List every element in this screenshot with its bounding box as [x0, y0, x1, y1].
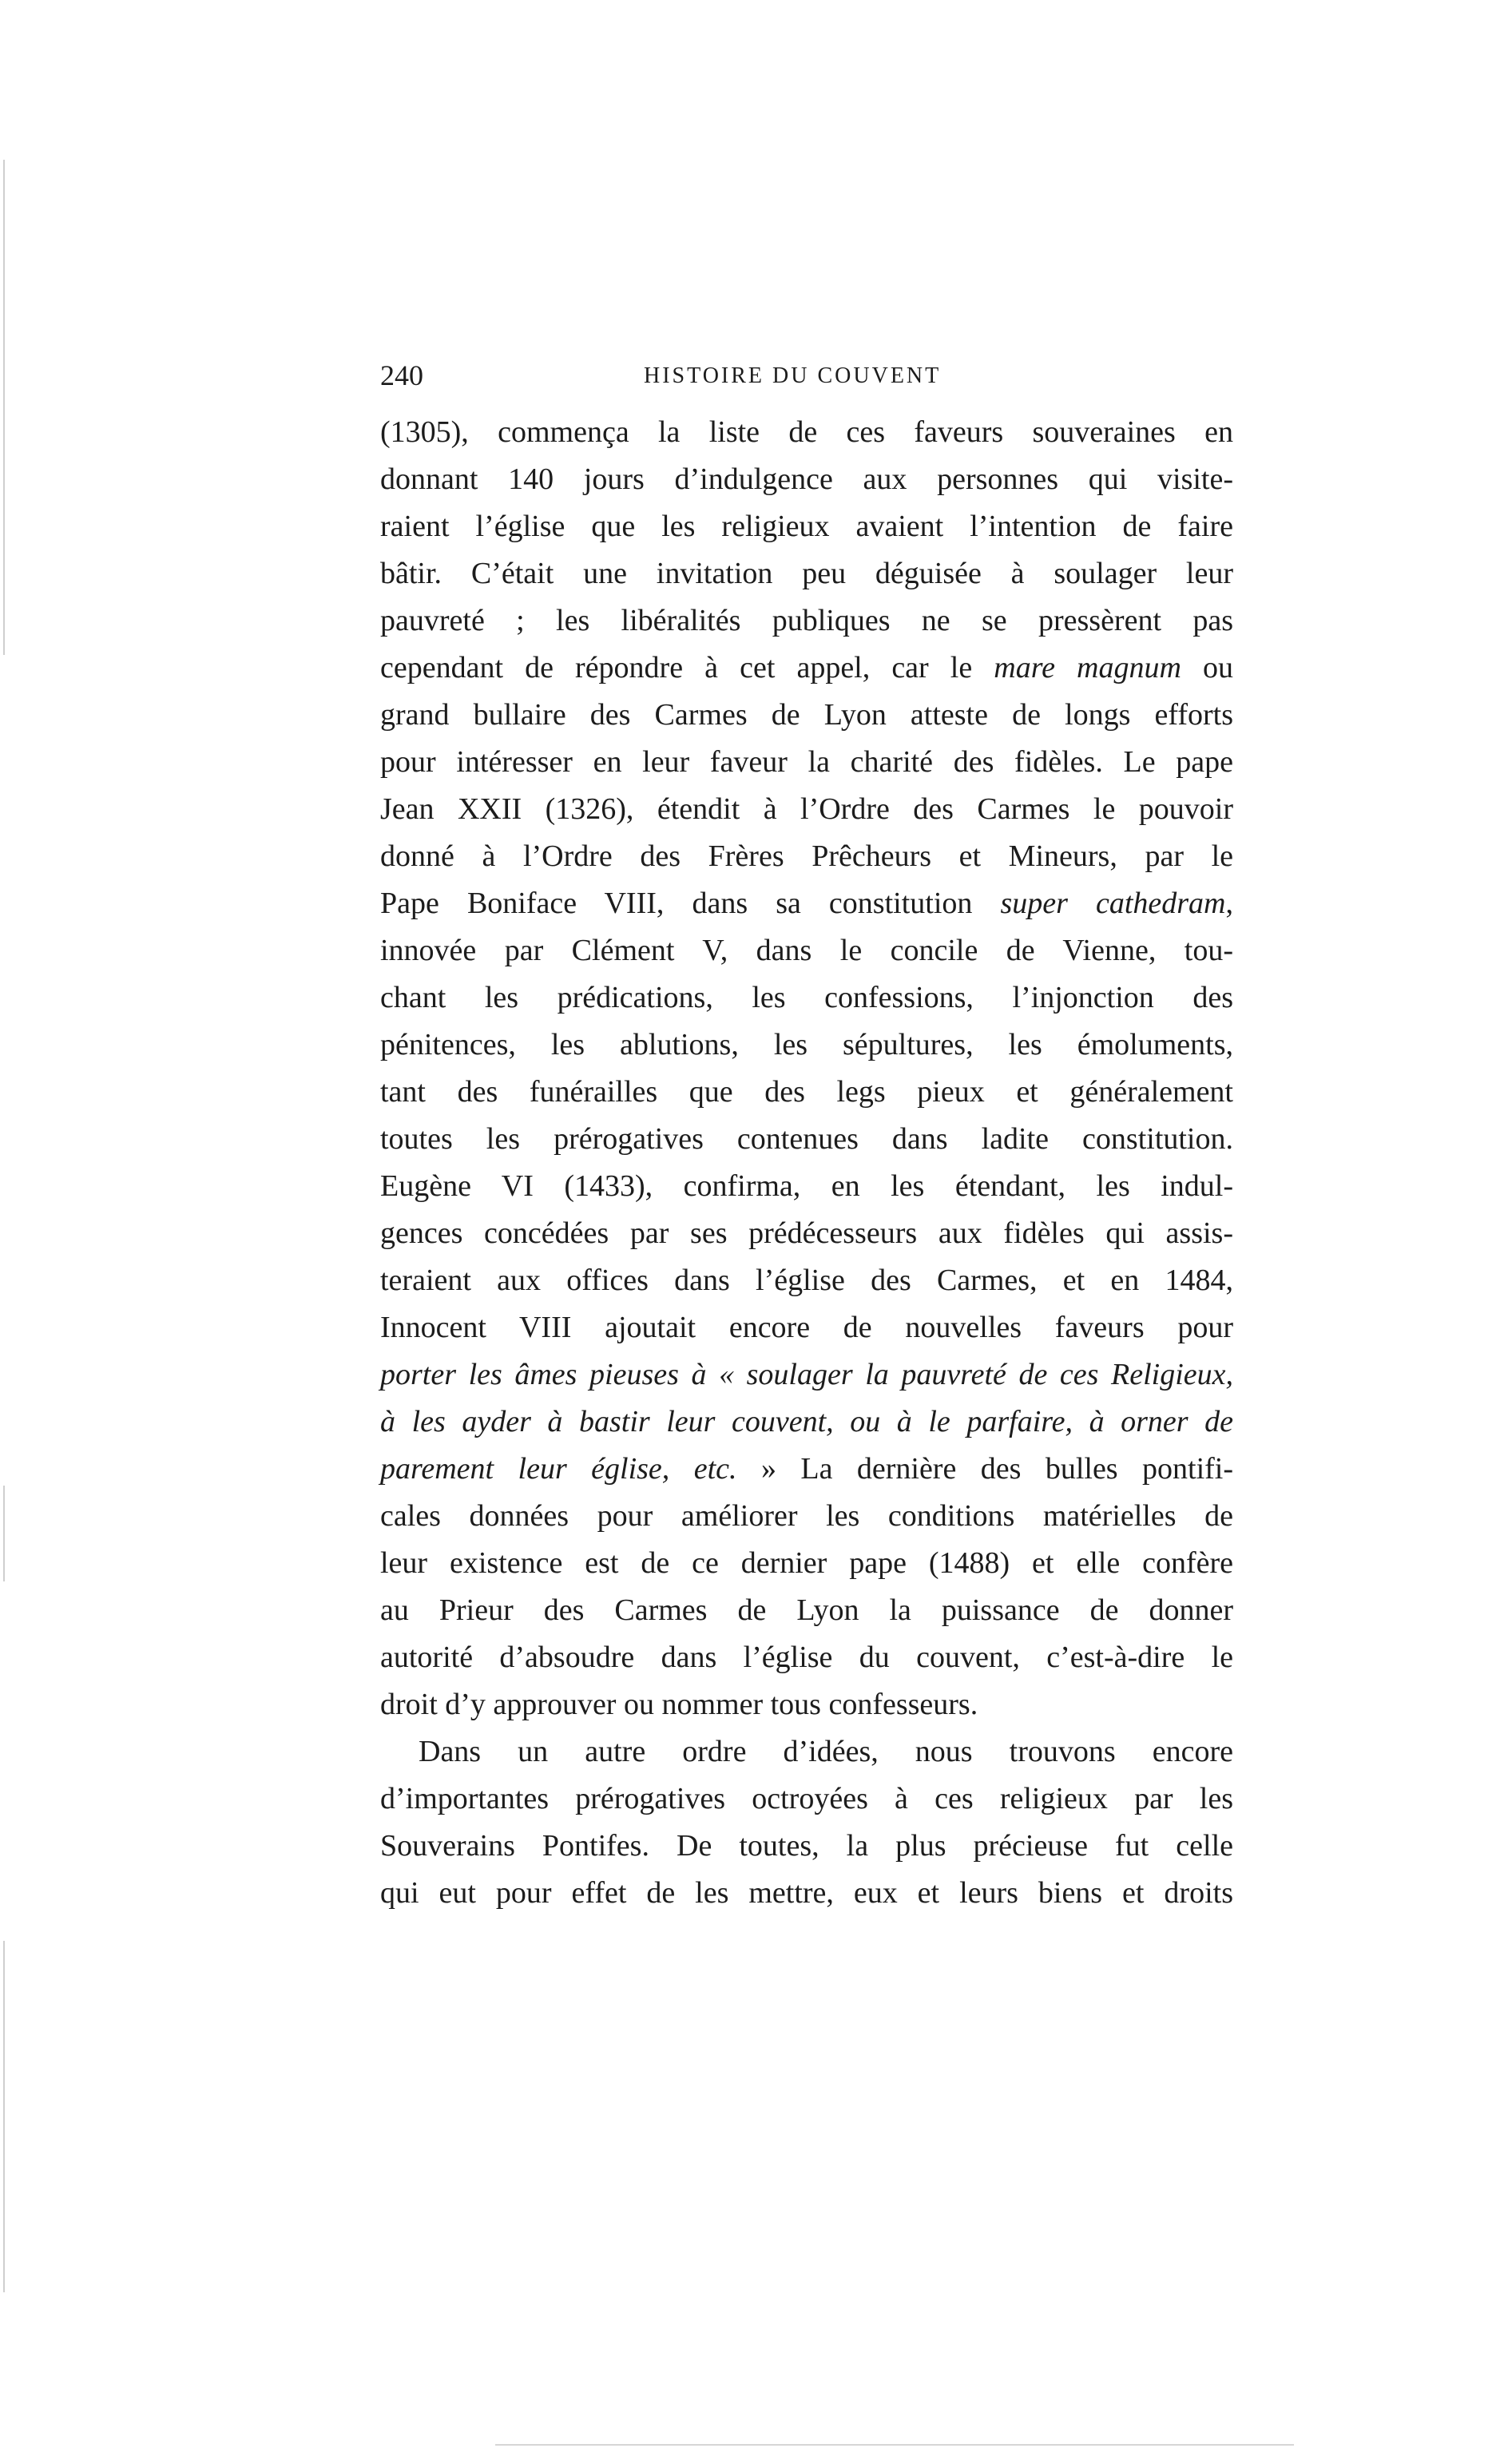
text-line: innovée par Clément V, dans le concile de Vienne, tou-: [380, 934, 1233, 967]
paragraph-start-line: Dans un autre ordre d’idées, nous trouvons encore: [419, 1735, 1233, 1768]
running-title: HISTOIRE DU COUVENT: [644, 363, 942, 388]
text-line: autorité d’absoudre dans l’église du couvent, c’est-à-dire le: [380, 1641, 1233, 1674]
text-line: d’importantes prérogatives octroyées à ces religieux par les: [380, 1782, 1233, 1815]
text-line: teraient aux offices dans l’église des Carmes, et en 1484,: [380, 1264, 1233, 1297]
italic-quotation: parement leur église, etc.: [380, 1452, 737, 1486]
italic-quotation: à les ayder à bastir leur couvent, ou à le parfaire, à orner de: [380, 1405, 1233, 1438]
text-line: raient l’église que les religieux avaient l’intention de faire: [380, 510, 1233, 543]
italic-quotation: porter les âmes pieuses à « soulager la pauvreté de ces Religieux,: [380, 1358, 1233, 1391]
text-line: cependant de répondre à cet appel, car le mare magnum ou: [380, 651, 1234, 684]
text-line: (1305), commença la liste de ces faveurs souveraines en: [380, 415, 1233, 449]
body-text: [380, 409, 1233, 1917]
text-line: Eugène VI (1433), confirma, en les étendant, les indul-: [380, 1169, 1233, 1203]
text-line: Innocent VIII ajoutait encore de nouvelles faveurs pour: [380, 1311, 1233, 1344]
text-line: chant les prédications, les confessions, l’injonction des: [380, 981, 1233, 1014]
scan-edge-mark: [3, 1941, 5, 2292]
page-number: 240: [380, 359, 423, 391]
text-line: Jean XXII (1326), étendit à l’Ordre des Carmes le pouvoir: [380, 792, 1233, 826]
text-line: tant des funérailles que des legs pieux et généralement: [380, 1075, 1233, 1109]
running-head: [380, 355, 1259, 403]
italic-phrase: super cathedram: [1000, 887, 1226, 920]
text-line: au Prieur des Carmes de Lyon la puissance de donner: [380, 1593, 1233, 1627]
text-line: [380, 1351, 1233, 1399]
scan-bottom-edge: [495, 2444, 1294, 2446]
text-line: parement leur église, etc. » La dernière des bulles pontifi-: [380, 1452, 1233, 1486]
text-line: [380, 1399, 1233, 1446]
text-line: pauvreté ; les libéralités publiques ne se pressèrent pas: [380, 604, 1233, 637]
text-line: pour intéresser en leur faveur la charité des fidèles. Le pape: [380, 745, 1233, 779]
italic-phrase: mare magnum: [994, 651, 1181, 684]
text-line: toutes les prérogatives contenues dans ladite constitution.: [380, 1122, 1233, 1156]
text-line: donné à l’Ordre des Frères Prêcheurs et Mineurs, par le: [380, 839, 1233, 873]
text-line: bâtir. C’était une invitation peu déguisée à soulager leur: [380, 557, 1233, 590]
text-line: cales données pour améliorer les conditions matérielles de: [380, 1499, 1233, 1533]
scan-edge-mark: [3, 1486, 5, 1581]
scan-edge-mark: [3, 160, 5, 655]
text-line: gences concédées par ses prédécesseurs aux fidèles qui assis-: [380, 1216, 1233, 1250]
paragraph-end-line: droit d’y approuver ou nommer tous confesseurs.: [380, 1688, 978, 1721]
text-line: grand bullaire des Carmes de Lyon atteste de longs efforts: [380, 698, 1233, 732]
text-line: pénitences, les ablutions, les sépultures, les émoluments,: [380, 1028, 1233, 1061]
text-line: Souverains Pontifes. De toutes, la plus précieuse fut celle: [380, 1829, 1233, 1863]
text-line: donnant 140 jours d’indulgence aux personnes qui visite-: [380, 462, 1233, 496]
text-line: leur existence est de ce dernier pape (1488) et elle confère: [380, 1546, 1233, 1580]
text-line: qui eut pour effet de les mettre, eux et leurs biens et droits: [380, 1876, 1233, 1910]
text-line: Pape Boniface VIII, dans sa constitution super cathedram,: [380, 887, 1233, 920]
